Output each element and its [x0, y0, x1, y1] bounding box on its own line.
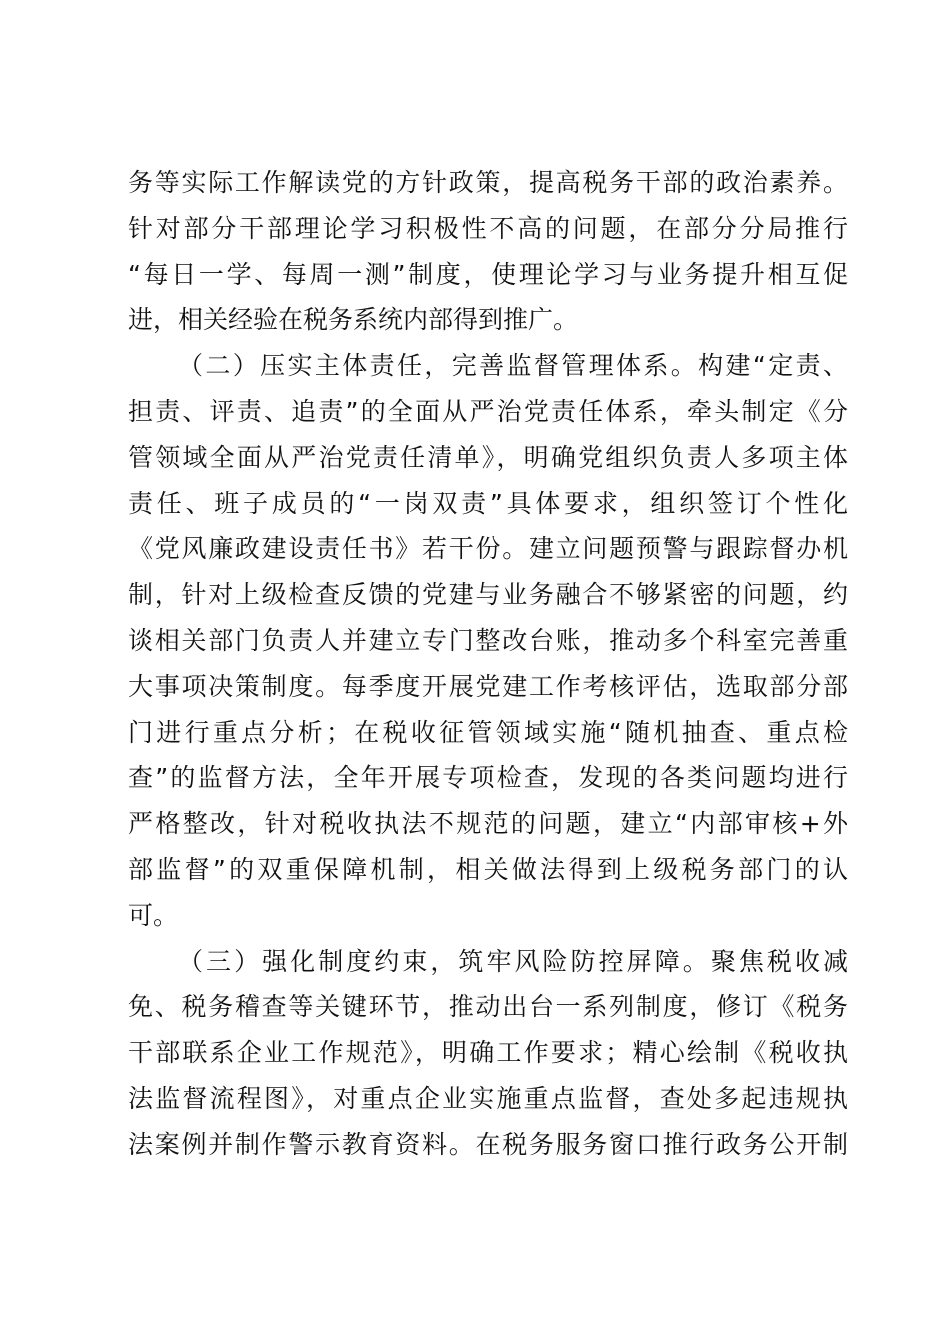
text-line: 务等实际工作解读党的方针政策，提高税务干部的政治素养。 — [128, 168, 848, 197]
text-line: 管领域全面从严治党责任清单》，明确党组织负责人多项主体 — [128, 442, 848, 472]
text-line: 《党风廉政建设责任书》若干份。建立问题预警与跟踪督办机 — [128, 534, 848, 564]
text-line: 法案例并制作警示教育资料。在税务服务窗口推行政务公开制 — [128, 1129, 848, 1159]
section-heading-line: （二）压实主体责任，完善监督管理体系。构建“定责、 — [178, 351, 848, 381]
text-line: 门进行重点分析；在税收征管领域实施“随机抽查、重点检 — [128, 717, 848, 747]
text-line: 进，相关经验在税务系统内部得到推广。 — [128, 305, 579, 335]
text-line: 谈相关部门负责人并建立专门整改台账，推动多个科室完善重 — [128, 625, 848, 655]
text-line: 担责、评责、追责”的全面从严治党责任体系，牵头制定《分 — [128, 396, 848, 426]
body-text — [128, 160, 848, 1168]
text-line: 制，针对上级检查反馈的党建与业务融合不够紧密的问题，约 — [128, 580, 848, 610]
text-line: 免、税务稽查等关键环节，推动出台一系列制度，修订《税务 — [128, 992, 848, 1022]
text-line: 责任、班子成员的“一岗双责”具体要求，组织签订个性化 — [128, 488, 848, 518]
text-line: 大事项决策制度。每季度开展党建工作考核评估，选取部分部 — [128, 671, 848, 701]
text-line: 可。 — [128, 900, 179, 930]
text-line: “每日一学、每周一测”制度，使理论学习与业务提升相互促 — [128, 259, 848, 289]
text-line: 法监督流程图》，对重点企业实施重点监督，查处多起违规执 — [128, 1083, 848, 1113]
text-line: 查”的监督方法，全年开展专项检查，发现的各类问题均进行 — [128, 763, 848, 793]
text-line: 部监督”的双重保障机制，相关做法得到上级税务部门的认 — [128, 854, 848, 884]
section-heading-line: （三）强化制度约束，筑牢风险防控屏障。聚焦税收减 — [178, 946, 848, 976]
text-line: 针对部分干部理论学习积极性不高的问题，在部分分局推行 — [128, 213, 848, 243]
text-line: 严格整改，针对税收执法不规范的问题，建立“内部审核+外 — [128, 809, 848, 839]
text-line: 干部联系企业工作规范》，明确工作要求；精心绘制《税收执 — [128, 1038, 848, 1068]
